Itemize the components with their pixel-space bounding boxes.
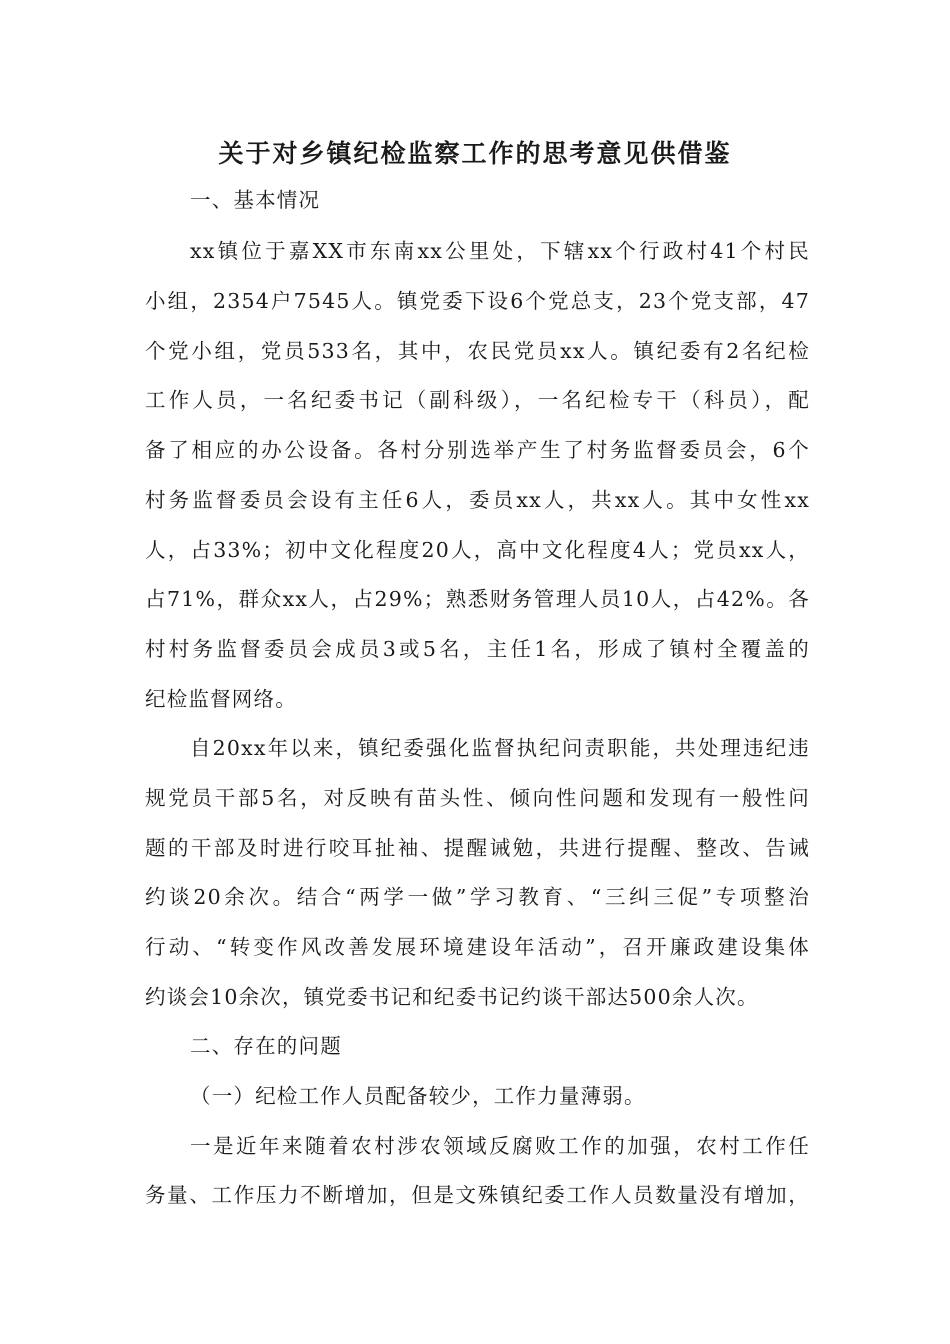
subsection-heading-staffing: （一）纪检工作人员配备较少，工作力量薄弱。 xyxy=(190,1084,646,1108)
paragraph-line: 自20xx年以来，镇纪委强化监督执纪问责职能，共处理违纪违 xyxy=(190,736,810,760)
paragraph-line: 行动、“转变作风改善发展环境建设年活动”，召开廉政建设集体 xyxy=(145,935,810,959)
paragraph-line: 小组，2354户7545人。镇党委下设6个党总支，23个党支部，47 xyxy=(145,289,810,313)
section-heading-basic-situation: 一、基本情况 xyxy=(190,188,321,212)
paragraph-line: 备了相应的办公设备。各村分别选举产生了村务监督委员会，6个 xyxy=(145,438,810,462)
paragraph-line: 占71%，群众xx人，占29%；熟悉财务管理人员10人，占42%。各 xyxy=(145,587,810,611)
paragraph-line: 村务监督委员会设有主任6人，委员xx人，共xx人。其中女性xx xyxy=(145,488,810,512)
paragraph-line: 规党员干部5名，对反映有苗头性、倾向性问题和发现有一般性问 xyxy=(145,786,810,810)
paragraph-line: 个党小组，党员533名，其中，农民党员xx人。镇纪委有2名纪检 xyxy=(145,339,810,363)
document-title: 关于对乡镇纪检监察工作的思考意见供借鉴 xyxy=(218,139,732,168)
paragraph-line: 约谈20余次。结合“两学一做”学习教育、“三纠三促”专项整治 xyxy=(145,885,810,909)
paragraph-line: 村村务监督委员会成员3或5名，主任1名，形成了镇村全覆盖的 xyxy=(145,637,810,661)
paragraph-line: 一是近年来随着农村涉农领域反腐败工作的加强，农村工作任 xyxy=(190,1134,810,1158)
paragraph-line: 工作人员，一名纪委书记（副科级），一名纪检专干（科员），配 xyxy=(145,388,810,412)
paragraph-line: 务量、工作压力不断增加，但是文殊镇纪委工作人员数量没有增加， xyxy=(145,1183,810,1207)
paragraph-line: 约谈会10余次，镇党委书记和纪委书记约谈干部达500余人次。 xyxy=(145,985,759,1009)
paragraph-line: 题的干部及时进行咬耳扯袖、提醒诫勉，共进行提醒、整改、告诫 xyxy=(145,836,810,860)
paragraph-line: 人，占33%；初中文化程度20人，高中文化程度4人；党员xx人， xyxy=(145,538,810,562)
section-heading-existing-problems: 二、存在的问题 xyxy=(190,1034,342,1058)
paragraph-line: xx镇位于嘉XX市东南xx公里处，下辖xx个行政村41个村民 xyxy=(190,239,810,263)
paragraph-line: 纪检监督网络。 xyxy=(145,687,297,711)
